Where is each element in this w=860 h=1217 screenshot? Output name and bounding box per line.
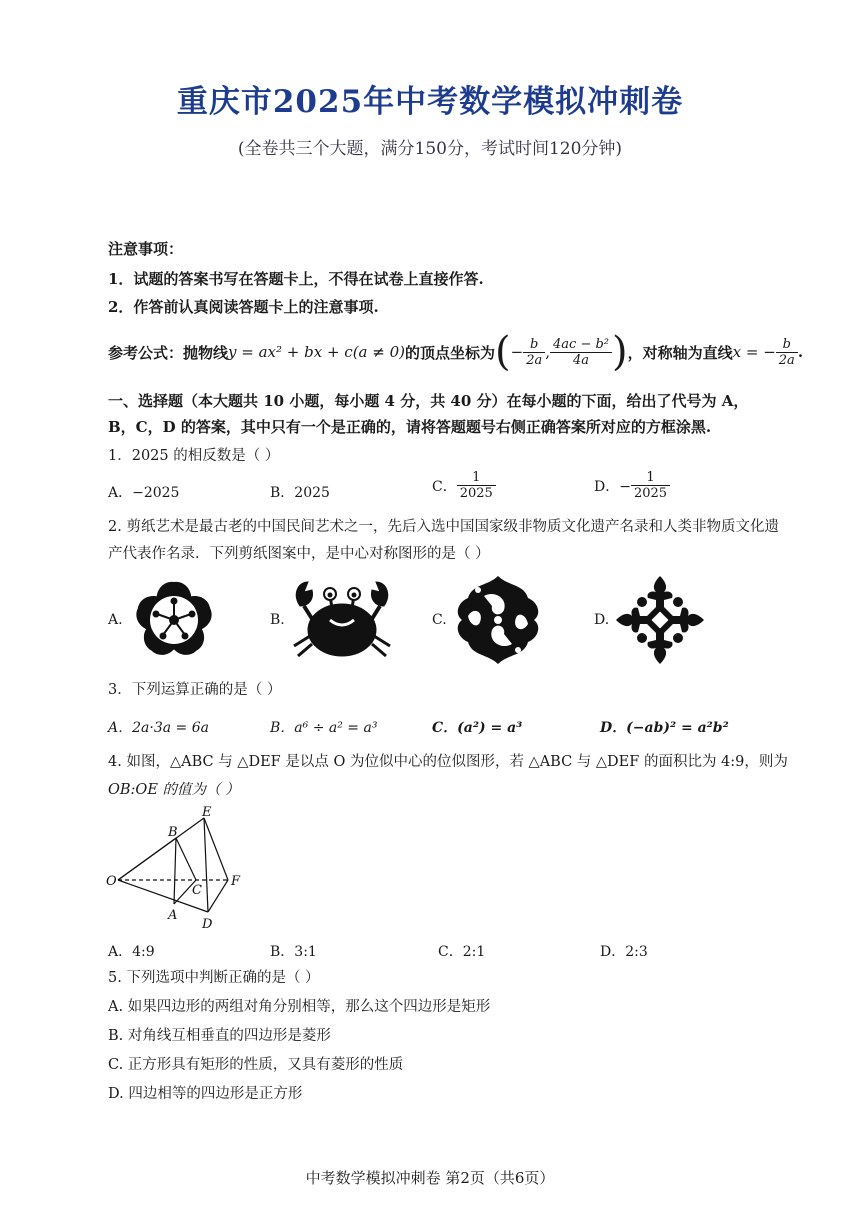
q2-label-d: D. <box>594 612 610 628</box>
page-footer: 中考数学模拟冲刺卷 第2页（共6页） <box>305 1169 555 1187</box>
q3-option-d: D．(−ab)² = a²b² <box>600 720 729 736</box>
q5-option-d: D. 四边相等的四边形是正方形 <box>108 1086 303 1102</box>
q1-option-b: B．2025 <box>270 485 330 501</box>
right-paren: ) <box>612 329 628 375</box>
label-A: A <box>168 908 178 923</box>
vertex-y-fraction: $\frac{\text{4ac − b²}}{4a}$ <box>550 337 612 368</box>
q3-stem: 3．下列运算正确的是（ ） <box>108 682 282 698</box>
section1-line-1: 一、选择题（本大题共 10 小题，每小题 4 分，共 40 分）在每小题的下面，给出了代号为 A， <box>108 392 749 410</box>
homothety-figure <box>104 806 254 932</box>
label-E: E <box>202 806 212 820</box>
section1-line-2: B，C，D 的答案，其中只有一个是正确的，请将答题题号右侧正确答案所对应的方框涂黑. <box>108 418 712 436</box>
q1-stem: 1．2025 的相反数是（ ） <box>108 448 280 464</box>
q2-line-2: 产代表作名录．下列剪纸图案中，是中心对称图形的是（ ） <box>108 546 490 562</box>
label-D: D <box>202 917 213 932</box>
q3-option-c: C．(a²) = a³ <box>432 720 523 736</box>
label-F: F <box>231 874 241 889</box>
notes-heading: 注意事项： <box>108 240 184 258</box>
label-O: O <box>106 874 117 889</box>
note-item-1: 1．试题的答案书写在答题卡上，不得在试卷上直接作答. <box>108 270 484 288</box>
formula-text-3: ，对称轴为直线 <box>627 343 733 362</box>
q2-line-1: 2. 剪纸艺术是最古老的中国民间艺术之一，先后入选中国国家级非物质文化遗产名录和人类非物质文化遗 <box>108 519 779 535</box>
vertex-x-fraction: $\frac{b}{2a}$ <box>523 337 545 368</box>
q5-option-b: B. 对角线互相垂直的四边形是菱形 <box>108 1028 331 1044</box>
papercut-ornament-image <box>452 574 544 666</box>
papercut-fleur-image <box>614 574 706 666</box>
q4-option-d: D．2:3 <box>600 944 648 960</box>
q4-line-1: 4. 如图，△ABC 与 △DEF 是以点 O 为位似中心的位似图形，若 △ABC 与 △DEF 的面积比为 4:9，则为 <box>108 754 788 770</box>
formula-label: 参考公式： <box>108 343 184 362</box>
q4-option-c: C．2:1 <box>438 944 486 960</box>
q4-line-2: OB:OE 的值为（ ） <box>108 782 240 798</box>
q1-option-c: C． $\frac{1}{2025}$ <box>432 470 496 501</box>
q3-option-a: A．2a·3a = 6a <box>108 720 209 736</box>
exam-subtitle: (全卷共三个大题，满分150分，考试时间120分钟) <box>237 139 623 159</box>
q5-option-c: C. 正方形具有矩形的性质，又具有菱形的性质 <box>108 1057 404 1073</box>
q2-label-a: A. <box>108 612 123 628</box>
formula-text-2: 的顶点坐标为 <box>405 343 496 362</box>
q2-label-c: C. <box>432 612 447 628</box>
label-B: B <box>168 825 178 840</box>
q5-option-a: A. 如果四边形的两组对角分别相等，那么这个四边形是矩形 <box>108 999 491 1015</box>
exam-title: 重庆市2025年中考数学模拟冲刺卷 <box>176 84 684 120</box>
q4-option-b: B．3:1 <box>270 944 317 960</box>
axis-fraction: $\frac{b}{2a}$ <box>776 337 798 368</box>
papercut-flower-image <box>132 578 216 662</box>
q5-stem: 5. 下列选项中判断正确的是（ ） <box>108 970 320 986</box>
label-C: C <box>192 883 202 898</box>
q1-option-d: D．− $\frac{1}{2025}$ <box>594 470 670 501</box>
axis-lhs: x = − <box>732 343 776 361</box>
note-item-2: 2．作答前认真阅读答题卡上的注意事项. <box>108 298 379 316</box>
q3-option-b: B．a⁶ ÷ a² = a³ <box>270 720 378 736</box>
q1-option-a: A．−2025 <box>108 485 180 501</box>
formula-end: . <box>797 343 804 361</box>
papercut-crab-image <box>290 576 394 662</box>
parabola-equation: y = ax² + bx + c(a ≠ 0) <box>228 343 405 361</box>
q2-label-b: B. <box>270 612 285 628</box>
reference-formula: 参考公式： 抛物线 y = ax² + bx + c(a ≠ 0) 的顶点坐标为 ( − $\frac{b}{2a}$ , $\frac{\text{4ac − b²}}{4a}$ ) ，对称轴为直线 x = − $\frac{b}{2a}$ . <box>108 329 804 375</box>
formula-text-1: 抛物线 <box>183 343 229 362</box>
left-paren: ( <box>495 329 511 375</box>
q4-option-a: A．4:9 <box>108 944 155 960</box>
